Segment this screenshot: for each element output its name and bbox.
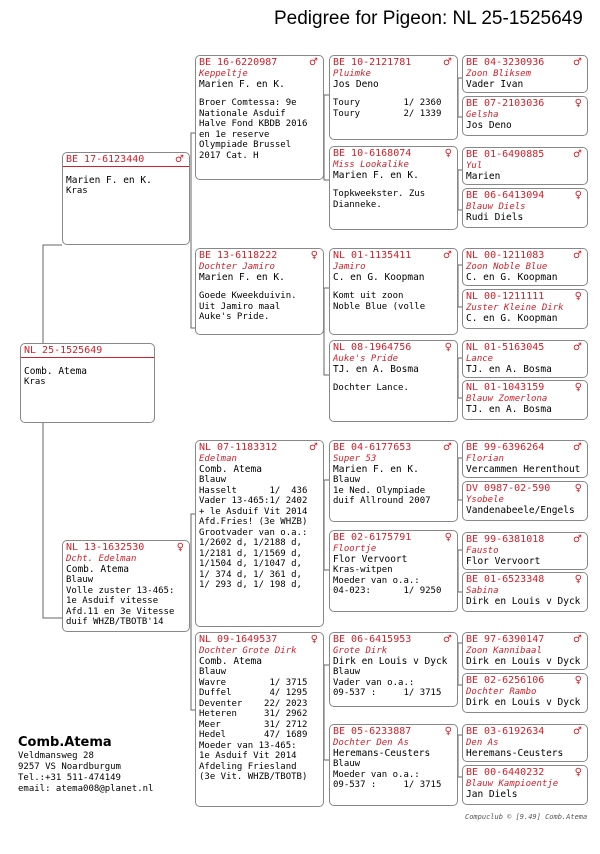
notes: Moeder van o.a.: 09-537 : 1/ 3715 bbox=[333, 769, 442, 790]
notes: Vader van o.a.: 09-537 : 1/ 3715 bbox=[333, 677, 442, 698]
ring-number: BE 07-2103036 bbox=[466, 98, 545, 109]
color: Kras bbox=[66, 186, 88, 196]
sex-symbol: ♂ bbox=[443, 57, 452, 68]
pigeon-name: Jamiro bbox=[333, 262, 366, 272]
ring-number: BE 04-3230936 bbox=[466, 57, 545, 68]
ring-number: NL 01-1043159 bbox=[466, 382, 545, 393]
owner-name: Marien F. en K. bbox=[66, 175, 152, 186]
ring-number: BE 05-6233887 bbox=[333, 726, 412, 737]
owner-name: C. en G. Koopman bbox=[333, 272, 425, 283]
ring-number: BE 02-6256106 bbox=[466, 675, 545, 686]
ring-number: BE 99-6396264 bbox=[466, 442, 545, 453]
sex-symbol: ♀ bbox=[176, 542, 184, 553]
notes: Broer Comtessa: 9e Nationale Asduif Halve Fond KBDB 2016 en 1e reserve Olympiade Brussel 2017 Cat. H bbox=[199, 98, 308, 161]
pigeon-name: Dochter Jamiro bbox=[199, 262, 275, 272]
owner-name: Marien F. en K. bbox=[333, 464, 419, 475]
owner-name: Jos Deno bbox=[466, 120, 512, 131]
pigeon-card-mmf[interactable] bbox=[329, 632, 458, 707]
pigeon-card-subject[interactable] bbox=[20, 343, 155, 423]
ring-number: BE 16-6220987 bbox=[199, 57, 278, 68]
pigeon-name: Blauw Diels bbox=[466, 202, 526, 212]
sex-symbol: ♂ bbox=[175, 154, 184, 165]
notes: Hasselt 1/ 436 Vader 13-465:1/ 2402 + le Asduif Vit 2014 Afd.Fries! (3e WHZB) Grootvader van o.a.: 1/2602 d, 1/2188 d, 1/2181 d, 1/1569 d, 1/1504 d, 1/1047 d, 1/ 374 d, 1/ 361 d, 1/ 293 d, 1/ 198 d, bbox=[199, 485, 308, 590]
notes: 1e Ned. Olympiade duif Allround 2007 bbox=[333, 485, 431, 506]
pigeon-card-ffmf[interactable] bbox=[462, 147, 588, 185]
sex-symbol: ♀ bbox=[574, 767, 582, 778]
pigeon-card-mfmm[interactable] bbox=[462, 572, 588, 612]
owner-contact bbox=[18, 735, 153, 795]
owner-name: Heremans-Ceusters bbox=[466, 748, 564, 759]
pigeon-card-ffmm[interactable] bbox=[462, 188, 588, 228]
color: Kras-witpen bbox=[333, 565, 393, 575]
pigeon-card-mfm[interactable] bbox=[329, 530, 458, 612]
pigeon-name: Den As bbox=[466, 738, 499, 748]
color: Blauw bbox=[333, 759, 361, 769]
ring-number: BE 01-6523348 bbox=[466, 574, 545, 585]
pigeon-name: Blauw Kampioentje bbox=[466, 779, 559, 789]
sex-symbol: ♀ bbox=[310, 250, 318, 261]
owner-name: Dirk en Louis v Dyck bbox=[466, 596, 581, 607]
owner-name: Heremans-Ceusters bbox=[333, 748, 431, 759]
pigeon-card-fm[interactable] bbox=[195, 248, 324, 335]
ring-number: BE 02-6175791 bbox=[333, 532, 412, 543]
pigeon-card-ff[interactable] bbox=[195, 55, 324, 180]
pigeon-card-ffff[interactable] bbox=[462, 55, 588, 93]
pigeon-card-mmm[interactable] bbox=[329, 724, 458, 806]
color: Blauw bbox=[66, 575, 94, 585]
ring-number: BE 01-6490885 bbox=[466, 149, 545, 160]
pigeon-card-mmmf[interactable] bbox=[462, 724, 588, 762]
ring-number: NL 07-1183312 bbox=[199, 442, 278, 453]
pigeon-name: Dochter Den As bbox=[333, 738, 409, 748]
pigeon-card-mmmm[interactable] bbox=[462, 765, 588, 805]
pigeon-name: Blauw Zomerlona bbox=[466, 394, 548, 404]
pigeon-name: Keppeltje bbox=[199, 69, 248, 79]
owner-name: Comb. Atema bbox=[24, 366, 87, 377]
ring-number: NL 25-1525649 bbox=[24, 345, 103, 356]
sex-symbol: ♀ bbox=[444, 148, 452, 159]
owner-name: C. en G. Koopman bbox=[466, 272, 558, 283]
sex-symbol: ♀ bbox=[574, 483, 582, 494]
owner-name: C. en G. Koopman bbox=[466, 313, 558, 324]
pigeon-name: Edelman bbox=[199, 454, 237, 464]
ring-number: BE 06-6415953 bbox=[333, 634, 412, 645]
ring-number: BE 03-6192634 bbox=[466, 726, 545, 737]
pigeon-name: Miss Lookalike bbox=[333, 160, 409, 170]
pigeon-card-mmff[interactable] bbox=[462, 632, 588, 670]
notes: Volle zuster 13-465: 1e Asduif vitesse Afd.11 en 3e Vitesse duif WHZB/TBOTB'14 bbox=[66, 585, 175, 627]
pigeon-card-ffm[interactable] bbox=[329, 146, 458, 230]
sex-symbol: ♂ bbox=[573, 250, 582, 261]
owner-name: Marien bbox=[466, 171, 501, 182]
owner-email: email: atema008@planet.nl bbox=[18, 784, 154, 794]
pigeon-name: Zoon Bliksem bbox=[466, 69, 532, 79]
sex-symbol: ♀ bbox=[574, 574, 582, 585]
sex-symbol: ♂ bbox=[309, 442, 318, 453]
ring-number: NL 09-1649537 bbox=[199, 634, 278, 645]
sex-symbol: ♂ bbox=[573, 149, 582, 160]
sex-symbol: ♀ bbox=[444, 532, 452, 543]
ring-number: NL 13-1632530 bbox=[66, 542, 145, 553]
sex-symbol: ♂ bbox=[443, 250, 452, 261]
page-title: Pedigree for Pigeon: NL 25-1525649 bbox=[274, 8, 583, 29]
owner-name: Marien F. en K. bbox=[333, 170, 419, 181]
owner-name: Dirk en Louis v Dyck bbox=[466, 697, 581, 708]
pigeon-card-fmm[interactable] bbox=[329, 340, 458, 422]
owner-name: Dirk en Louis v Dyck bbox=[333, 656, 448, 667]
sex-symbol: ♀ bbox=[574, 190, 582, 201]
color: Blauw bbox=[333, 667, 361, 677]
ring-number: BE 17-6123440 bbox=[66, 154, 145, 165]
pigeon-card-mm[interactable] bbox=[195, 632, 324, 807]
ring-number: BE 99-6381018 bbox=[466, 534, 545, 545]
ring-number: BE 06-6413094 bbox=[466, 190, 545, 201]
color: Blauw bbox=[333, 475, 361, 485]
sex-symbol: ♀ bbox=[574, 291, 582, 302]
ring-number: BE 04-6177653 bbox=[333, 442, 412, 453]
sex-symbol: ♀ bbox=[574, 98, 582, 109]
pigeon-name: Dochter Rambo bbox=[466, 687, 537, 697]
sex-symbol: ♂ bbox=[573, 57, 582, 68]
sex-symbol: ♂ bbox=[443, 442, 452, 453]
pigeon-name: Lance bbox=[466, 354, 494, 364]
owner-phone: Tel.:+31 511-474149 bbox=[18, 773, 121, 783]
pigeon-name: Pluimke bbox=[333, 69, 371, 79]
pigeon-name: Sabina bbox=[466, 586, 499, 596]
color: Kras bbox=[24, 377, 46, 387]
ring-number: BE 10-6168074 bbox=[333, 148, 412, 159]
owner-name: Vandenabeele/Engels bbox=[466, 505, 575, 516]
pigeon-card-fffm[interactable] bbox=[462, 96, 588, 136]
owner-name: Vercammen Herenthout bbox=[466, 464, 581, 475]
ring-number: BE 10-2121781 bbox=[333, 57, 412, 68]
owner-name: Jan Diels bbox=[466, 789, 518, 800]
pigeon-name: Dcht. Edelman bbox=[66, 554, 137, 564]
owner-street: Veldmansweg 28 bbox=[18, 751, 94, 761]
pigeon-card-mfff[interactable] bbox=[462, 440, 588, 478]
pigeon-name: Yul bbox=[466, 161, 483, 171]
sex-symbol: ♂ bbox=[309, 57, 318, 68]
owner-city: 9257 VS Noardburgum bbox=[18, 762, 121, 772]
ring-number: NL 00-1211111 bbox=[466, 291, 545, 302]
ring-number: NL 01-5163045 bbox=[466, 342, 545, 353]
owner-name: Marien F. en K. bbox=[199, 79, 285, 90]
ring-number: BE 00-6440232 bbox=[466, 767, 545, 778]
ring-number: NL 01-1135411 bbox=[333, 250, 412, 261]
sex-symbol: ♂ bbox=[573, 534, 582, 545]
pigeon-card-fmf[interactable] bbox=[329, 248, 458, 335]
notes: Dochter Lance. bbox=[333, 383, 409, 393]
owner-name: TJ. en A. Bosma bbox=[466, 364, 552, 375]
pigeon-card-fff[interactable] bbox=[329, 55, 458, 140]
pigeon-card-mffm[interactable] bbox=[462, 481, 588, 521]
color: Blauw bbox=[199, 667, 227, 677]
ring-number: NL 00-1211083 bbox=[466, 250, 545, 261]
notes: Toury 1/ 2360 Toury 2/ 1339 bbox=[333, 98, 442, 119]
owner-loft-name: Comb.Atema bbox=[18, 735, 112, 750]
owner-name: Dirk en Louis v Dyck bbox=[466, 656, 581, 667]
pigeon-name: Zoon Noble Blue bbox=[466, 262, 548, 272]
pigeon-name: Florian bbox=[466, 454, 504, 464]
pigeon-card-fmmm[interactable] bbox=[462, 380, 588, 420]
pigeon-name: Auke's Pride bbox=[333, 354, 399, 364]
pigeon-card-fmfm[interactable] bbox=[462, 289, 588, 329]
sex-symbol: ♀ bbox=[574, 382, 582, 393]
ring-number: BE 13-6118222 bbox=[199, 250, 278, 261]
owner-name: Marien F. en K. bbox=[199, 272, 285, 283]
notes: Topkweekster. Zus Dianneke. bbox=[333, 189, 426, 210]
notes: Goede Kweekduivin. Uit Jamiro maal Auke's Pride. bbox=[199, 291, 297, 322]
sex-symbol: ♂ bbox=[573, 442, 582, 453]
pigeon-name: Super 53 bbox=[333, 454, 377, 464]
pigeon-name: Gelsha bbox=[466, 110, 499, 120]
owner-name: Rudi Diels bbox=[466, 212, 524, 223]
pigeon-card-mother[interactable] bbox=[62, 540, 190, 632]
sex-symbol: ♀ bbox=[574, 675, 582, 686]
owner-name: Comb. Atema bbox=[199, 656, 262, 667]
pigeon-card-fmmf[interactable] bbox=[462, 340, 588, 378]
sex-symbol: ♂ bbox=[573, 634, 582, 645]
owner-name: Comb. Atema bbox=[199, 464, 262, 475]
sex-symbol: ♂ bbox=[443, 634, 452, 645]
pigeon-card-fmff[interactable] bbox=[462, 248, 588, 286]
ring-number: DV 0987-02-590 bbox=[466, 483, 551, 494]
pigeon-name: Ysobele bbox=[466, 495, 504, 505]
notes: Moeder van o.a.: 04-023: 1/ 9250 bbox=[333, 575, 442, 596]
ring-number: NL 08-1964756 bbox=[333, 342, 412, 353]
pigeon-name: Floortje bbox=[333, 544, 377, 554]
pigeon-name: Zuster Kleine Dirk bbox=[466, 303, 564, 313]
owner-name: Flor Vervoort bbox=[333, 554, 408, 565]
notes: Wavre 1/ 3715 Duffel 4/ 1295 Deventer 22/ 2023 Heteren 31/ 2962 Meer 31/ 2712 Hedel 47/ 1689 Moeder van 13-465: 1e Asduif Vit 2014 Afdeling Friesland (3e Vit. WHZB/TBOTB) bbox=[199, 677, 308, 782]
pigeon-card-mmfm[interactable] bbox=[462, 673, 588, 713]
owner-name: TJ. en A. Bosma bbox=[333, 364, 419, 375]
software-credit: Compuclub © [9.49] Comb.Atema bbox=[465, 813, 588, 821]
ring-number: BE 97-6390147 bbox=[466, 634, 545, 645]
sex-symbol: ♀ bbox=[444, 342, 452, 353]
owner-name: Comb. Atema bbox=[66, 564, 129, 575]
color: Blauw bbox=[199, 475, 227, 485]
pigeon-name: Fausto bbox=[466, 546, 499, 556]
pigeon-card-mfmf[interactable] bbox=[462, 532, 588, 570]
sex-symbol: ♂ bbox=[573, 342, 582, 353]
pigeon-name: Zoon Kannibaal bbox=[466, 646, 542, 656]
owner-name: Vader Ivan bbox=[466, 79, 524, 90]
sex-symbol: ♀ bbox=[310, 634, 318, 645]
pigeon-name: Dochter Grote Dirk bbox=[199, 646, 297, 656]
sex-symbol: ♂ bbox=[573, 726, 582, 737]
pigeon-card-mff[interactable] bbox=[329, 440, 458, 522]
notes: Komt uit zoon Noble Blue (volle bbox=[333, 291, 426, 312]
owner-name: TJ. en A. Bosma bbox=[466, 404, 552, 415]
owner-name: Flor Vervoort bbox=[466, 556, 541, 567]
pigeon-name: Grote Dirk bbox=[333, 646, 388, 656]
sex-symbol: ♀ bbox=[444, 726, 452, 737]
pigeon-card-father[interactable] bbox=[62, 152, 190, 245]
owner-name: Jos Deno bbox=[333, 79, 379, 90]
pigeon-card-mf[interactable] bbox=[195, 440, 324, 627]
